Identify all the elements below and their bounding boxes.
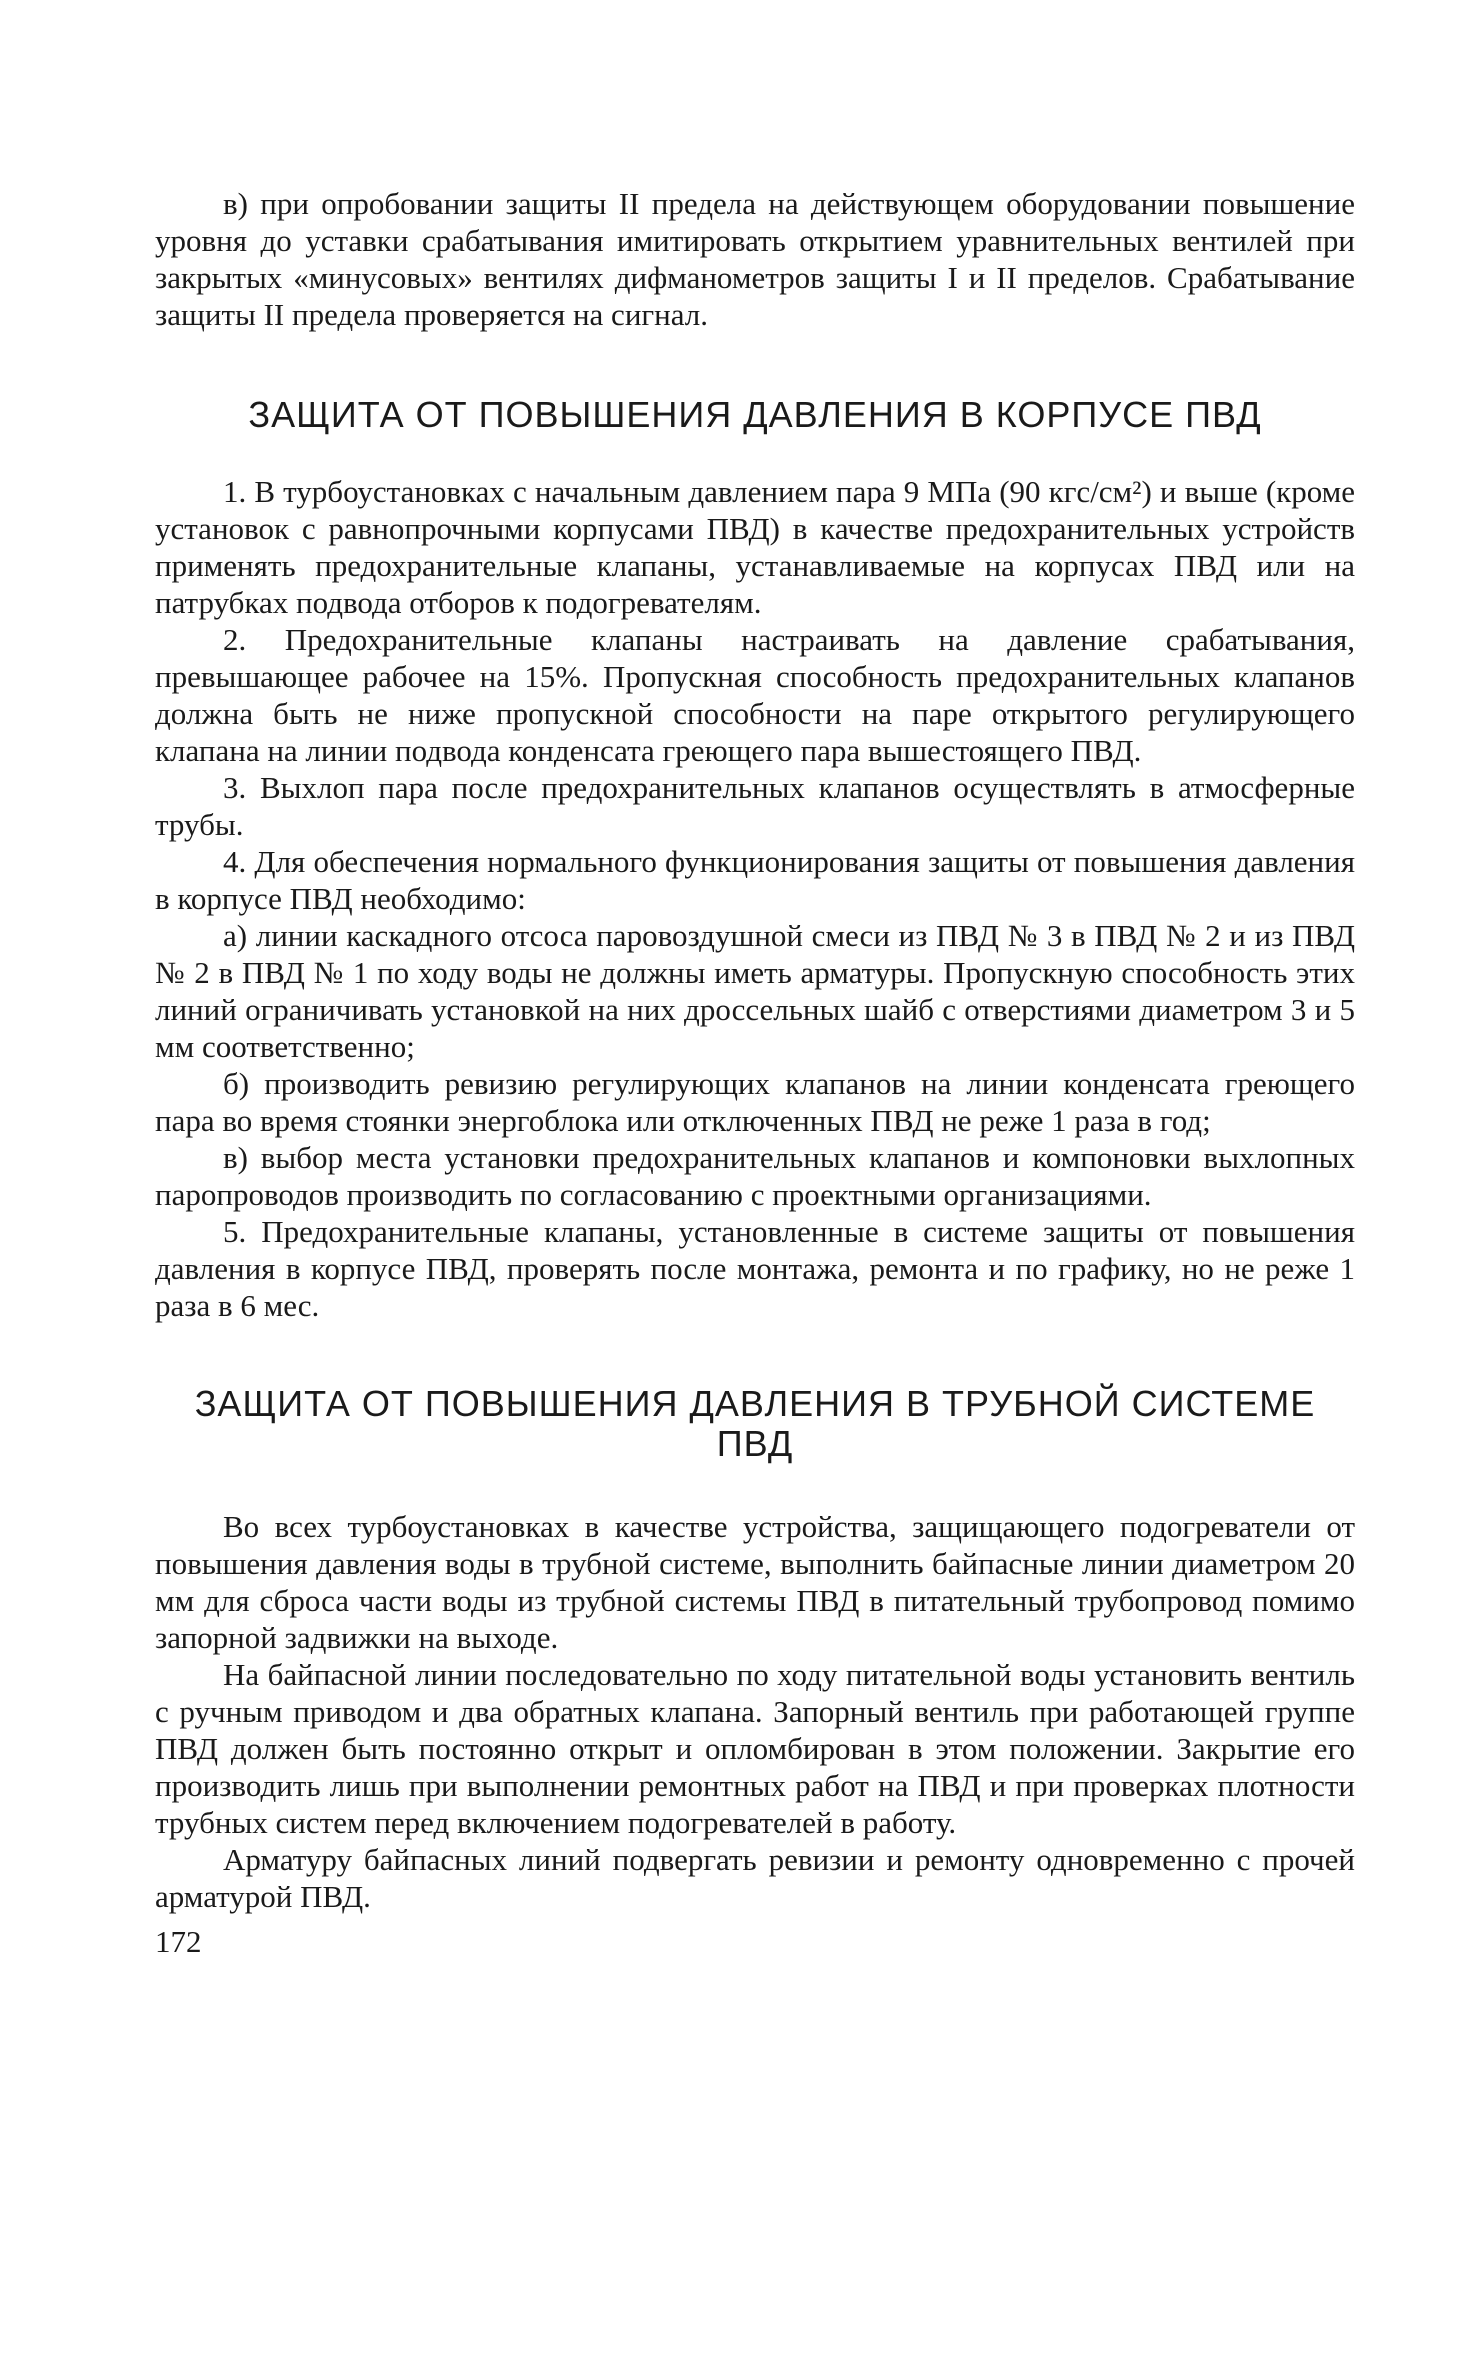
- section-body-tube-system-pressure: [155, 1508, 1355, 1915]
- paragraph-item-1: 1. В турбоустановках с начальным давлением пара 9 МПа (90 кгс/см²) и выше (кроме установок с равнопрочными корпусами ПВД) в качестве предохранительных устройств применять предохранительные клапаны, устанавливаемые на корпусах ПВД или на патрубках подвода отборов к подогревателям.: [155, 474, 1355, 620]
- paragraph-item-4b: б) производить ревизию регулирующих клапанов на линии конденсата греющего пара во время стоянки энергоблока или отключенных ПВД не реже 1 раза в год;: [155, 1066, 1355, 1138]
- paragraph-item-3: 3. Выхлоп пара после предохранительных клапанов осуществлять в атмосферные трубы.: [155, 770, 1355, 842]
- paragraph-item-4a: а) линии каскадного отсоса паровоздушной смеси из ПВД № 3 в ПВД № 2 и из ПВД № 2 в ПВД № 1 по ходу воды не должны иметь арматуры. Пропускную способность этих линий ограничивать установкой на них дроссельных шайб с отверстиями диаметром 3 и 5 мм соответственно;: [155, 918, 1355, 1064]
- section-title-tube-system-pressure: ЗАЩИТА ОТ ПОВЫШЕНИЯ ДАВЛЕНИЯ В ТРУБНОЙ СИСТЕМЕ ПВД: [194, 1383, 1316, 1464]
- page-number: 172: [155, 1924, 202, 1959]
- paragraph-item-4: 4. Для обеспечения нормального функционирования защиты от повышения давления в корпусе ПВД необходимо:: [155, 844, 1355, 916]
- section-body-housing-pressure: [155, 473, 1355, 1324]
- paragraph-bypass-maintenance: Арматуру байпасных линий подвергать ревизии и ремонту одновременно с прочей арматурой ПВД.: [155, 1842, 1355, 1914]
- paragraph-bypass-lines: Во всех турбоустановках в качестве устройства, защищающего подогреватели от повышения давления воды в трубной системе, выполнить байпасные линии диаметром 20 мм для сброса части воды из трубной системы ПВД в питательный трубопровод помимо запорной задвижки на выходе.: [155, 1509, 1355, 1655]
- section-title-housing-pressure: ЗАЩИТА ОТ ПОВЫШЕНИЯ ДАВЛЕНИЯ В КОРПУСЕ ПВД: [248, 394, 1262, 435]
- paragraph-item-5: 5. Предохранительные клапаны, установленные в системе защиты от повышения давления в корпусе ПВД, проверять после монтажа, ремонта и по графику, но не реже 1 раза в 6 мес.: [155, 1214, 1355, 1323]
- book-page: [155, 185, 1355, 1960]
- paragraph-bypass-valves: На байпасной линии последовательно по ходу питательной воды установить вентиль с ручным приводом и два обратных клапана. Запорный вентиль при работающей группе ПВД должен быть постоянно открыт и опломбирован в этом положении. Закрытие его производить лишь при выполнении ремонтных работ на ПВД и при проверках плотности трубных систем перед включением подогревателей в работу.: [155, 1657, 1355, 1840]
- intro-paragraph: в) при опробовании защиты II предела на действующем оборудовании повышение уровня до уставки срабатывания имитировать открытием уравнительных вентилей при закрытых «минусовых» вентилях дифманометров защиты I и II пределов. Срабатывание защиты II предела проверяется на сигнал.: [155, 186, 1355, 332]
- paragraph-item-4c: в) выбор места установки предохранительных клапанов и компоновки выхлопных паропроводов производить по согласованию с проектными организациями.: [155, 1140, 1355, 1212]
- paragraph-item-2: 2. Предохранительные клапаны настраивать на давление срабатывания, превышающее рабочее на 15%. Пропускная способность предохранительных клапанов должна быть не ниже пропускной способности на паре открытого регулирующего клапана на линии подвода конденсата греющего пара вышестоящего ПВД.: [155, 622, 1355, 768]
